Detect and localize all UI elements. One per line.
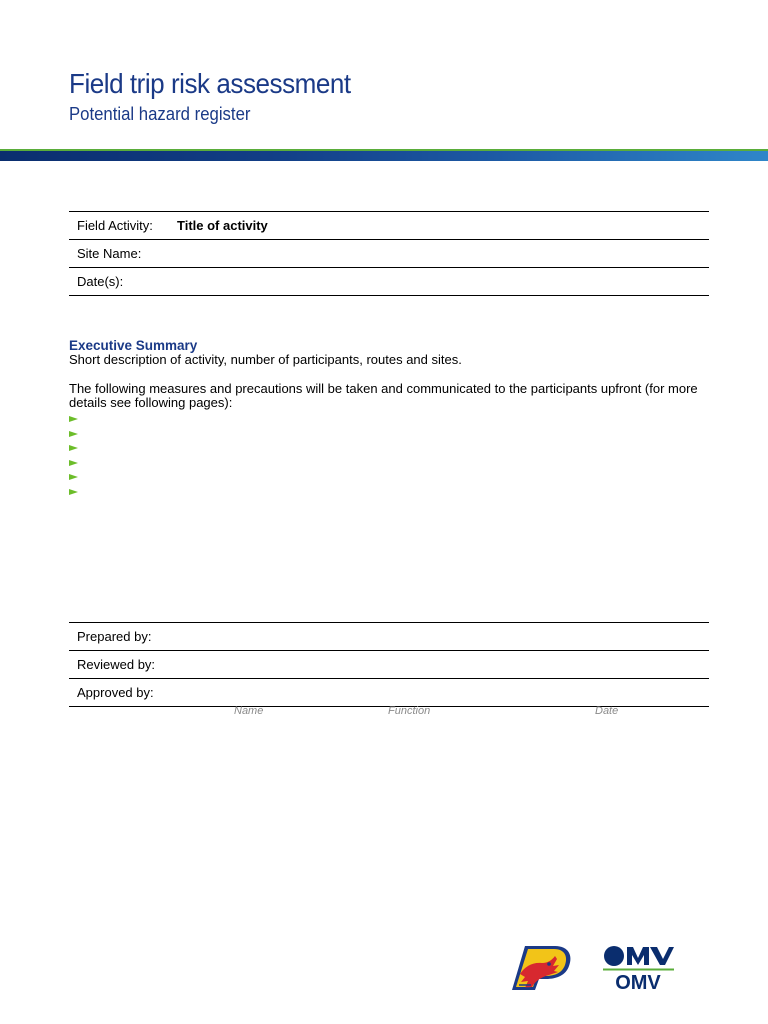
approval-column-captions	[0, 705, 768, 721]
petrom-logo	[511, 944, 573, 992]
list-item	[69, 427, 78, 442]
reviewed-by-label: Reviewed by:	[77, 657, 156, 672]
green-arrow-icon	[69, 431, 78, 437]
approved-by-row	[69, 679, 709, 707]
activity-info-table	[69, 211, 709, 296]
list-item	[69, 470, 78, 485]
site-name-label: Site Name:	[77, 246, 142, 261]
omv-logo-text: OMV	[615, 972, 661, 994]
list-item	[69, 412, 78, 427]
green-arrow-icon	[69, 489, 78, 495]
dates-label: Date(s):	[77, 274, 124, 289]
header-band-blue-bar	[0, 151, 768, 161]
field-activity-label: Field Activity:	[77, 218, 153, 233]
approval-table	[69, 622, 709, 707]
prepared-by-label: Prepared by:	[77, 629, 152, 644]
green-arrow-icon	[69, 474, 78, 480]
list-item	[69, 456, 78, 471]
green-arrow-icon	[69, 445, 78, 451]
executive-summary-heading: Executive Summary	[69, 338, 198, 353]
list-item	[69, 485, 78, 500]
field-activity-value: Title of activity	[177, 218, 268, 233]
measures-intro: The following measures and precautions will be taken and communicated to the participants upfront (for more details see following pages):	[69, 381, 698, 410]
measures-bullet-list	[69, 412, 78, 499]
function-column-caption: Function	[388, 705, 431, 717]
green-arrow-icon	[69, 416, 78, 422]
page-subtitle: Potential hazard register	[69, 104, 251, 124]
approved-by-label: Approved by:	[77, 685, 154, 700]
omv-logo	[602, 944, 674, 994]
site-name-row	[69, 240, 709, 268]
summary-description: Short description of activity, number of participants, routes and sites.	[69, 352, 462, 367]
name-column-caption: Name	[234, 705, 264, 717]
reviewed-by-row	[69, 651, 709, 679]
field-activity-row	[69, 212, 709, 240]
page-title: Field trip risk assessment	[69, 68, 351, 99]
date-column-caption: Date	[595, 705, 619, 717]
green-arrow-icon	[69, 460, 78, 466]
prepared-by-row	[69, 623, 709, 651]
dates-row	[69, 268, 709, 296]
header-band	[0, 149, 768, 162]
list-item	[69, 441, 78, 456]
